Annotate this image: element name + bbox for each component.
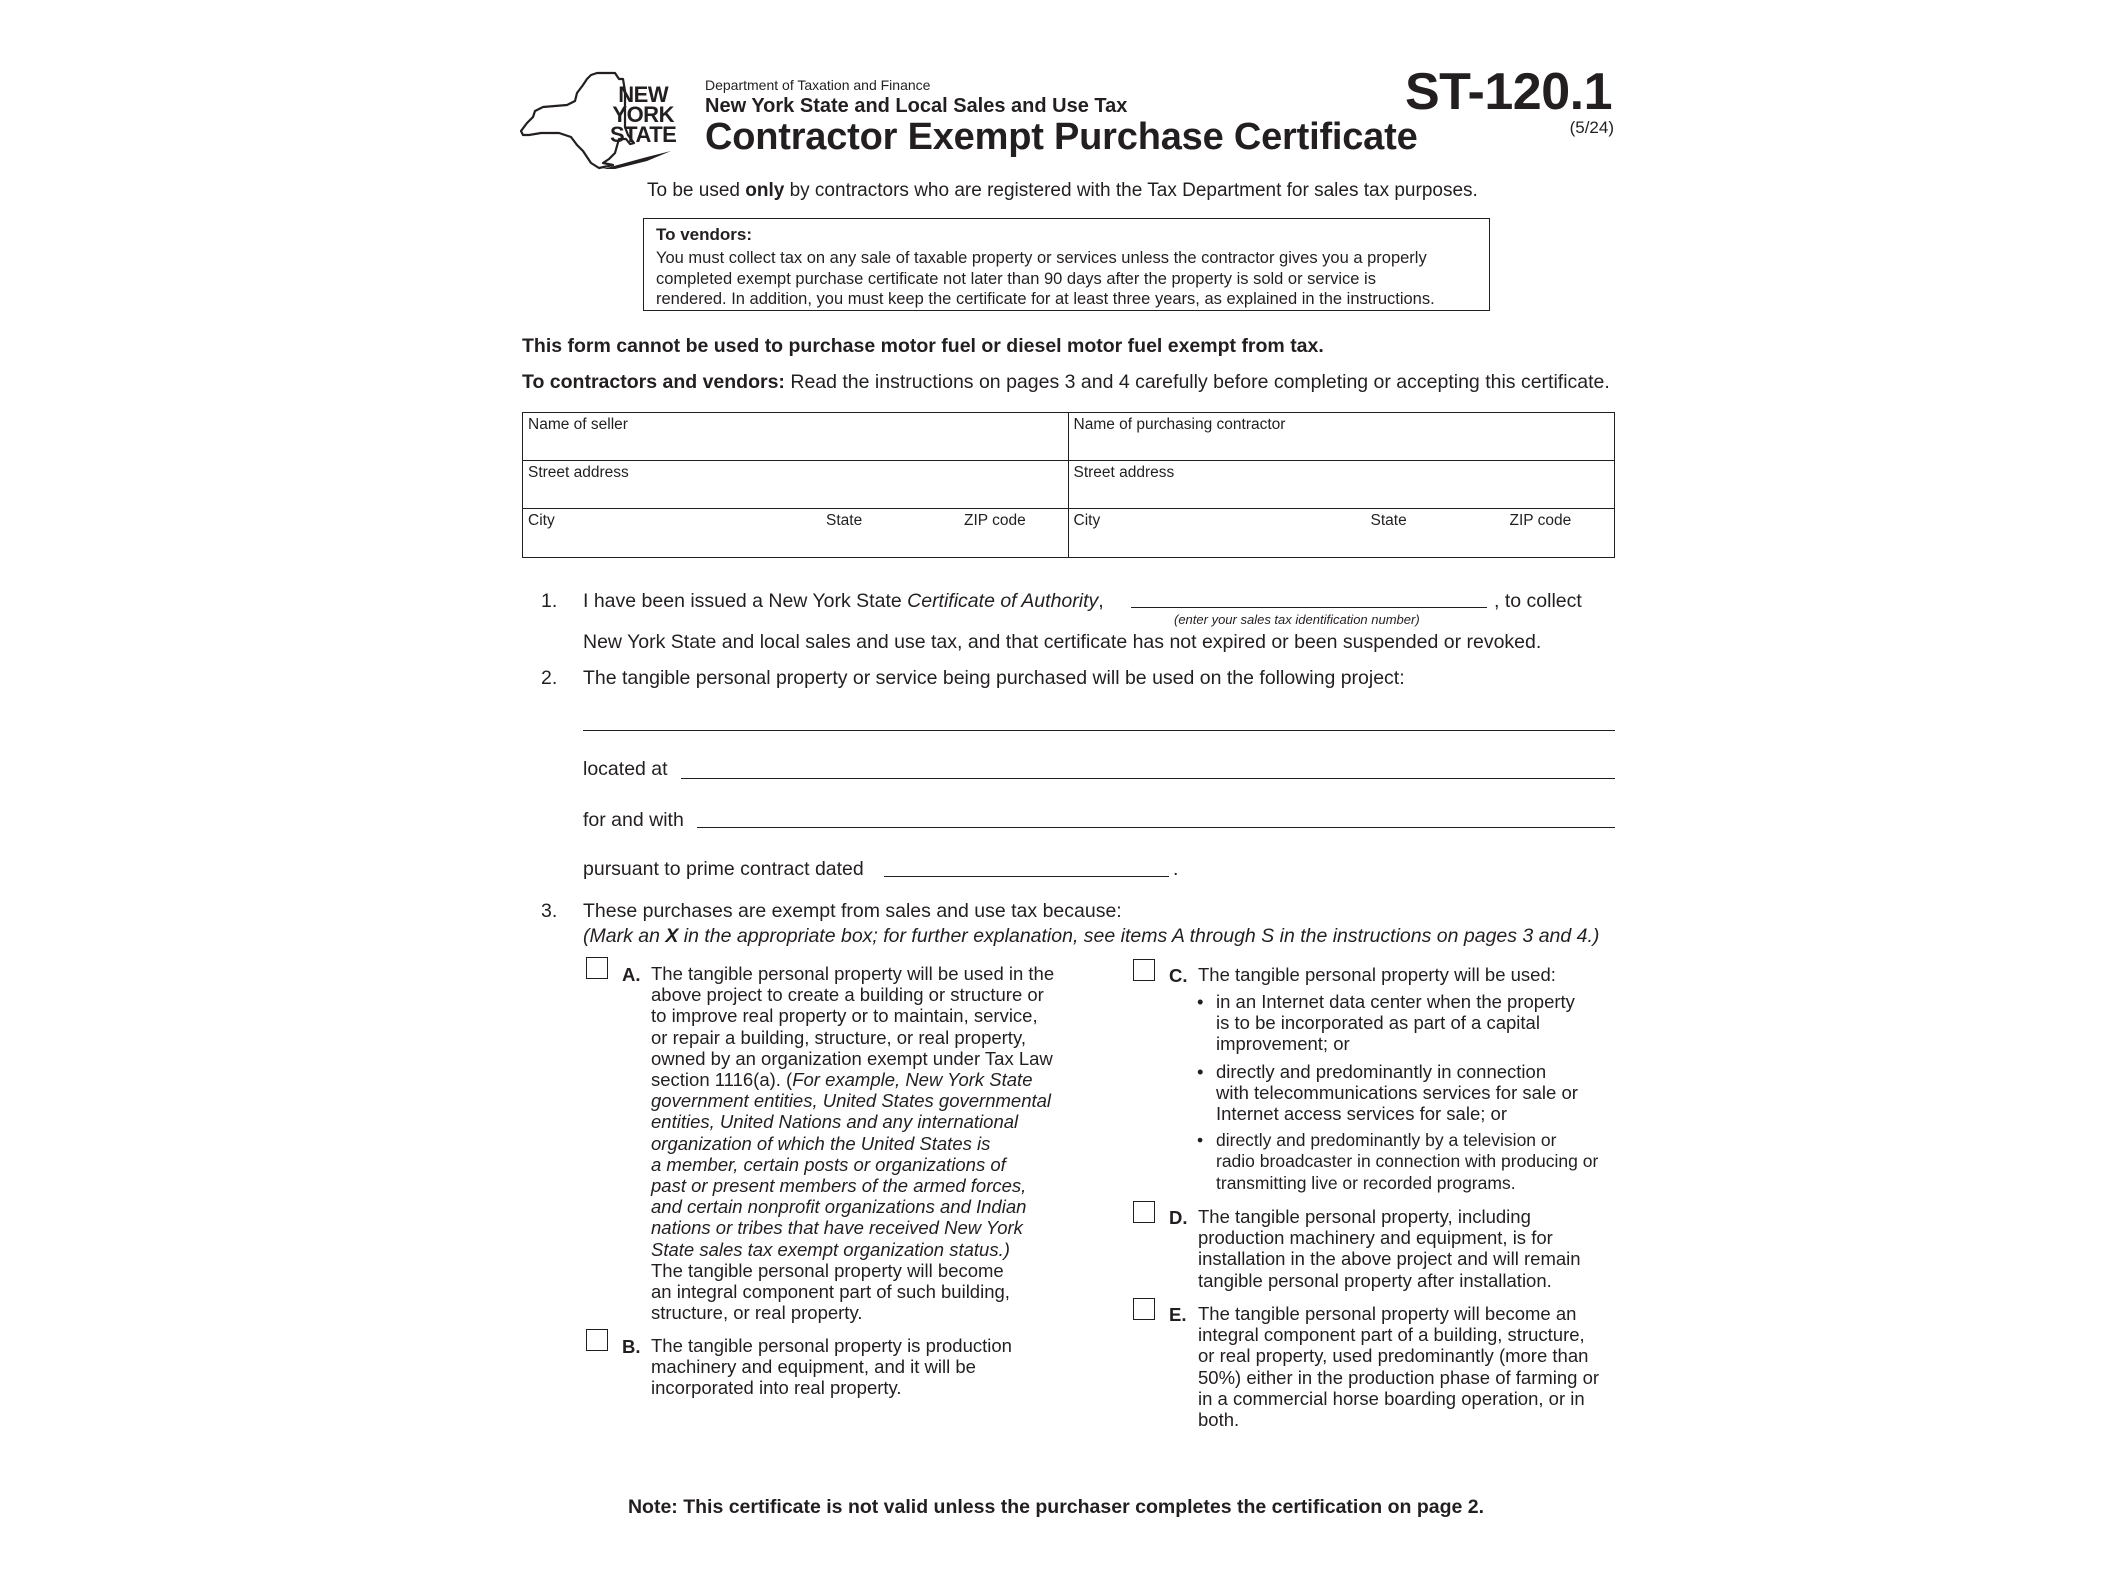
item-2-number: 2.: [541, 667, 558, 689]
item-3-instructions: (Mark an X in the appropriate box; for further explanation, see items A through S in the instructions on pages 3 and 4.): [583, 925, 1600, 947]
option-a-letter: A.: [622, 964, 641, 985]
contractor-city-label: City: [1073, 512, 1101, 529]
option-c-text: The tangible personal property will be used:: [1198, 964, 1556, 985]
item-1-to-collect: , to collect: [1494, 590, 1582, 612]
sales-tax-id-hint: (enter your sales tax identification number): [1174, 612, 1420, 627]
vendor-notice-title: To vendors:: [656, 225, 753, 244]
seller-zip-label: ZIP code: [964, 512, 1026, 529]
item-1-number: 1.: [541, 590, 558, 612]
project-location-input[interactable]: [681, 778, 1615, 779]
option-c-checkbox[interactable]: [1133, 959, 1155, 981]
option-d-letter: D.: [1169, 1207, 1188, 1228]
contractor-street-field[interactable]: Street address: [1069, 461, 1615, 509]
for-and-with-input[interactable]: [697, 827, 1615, 828]
seller-state-label: State: [826, 512, 863, 529]
prime-contract-label: pursuant to prime contract dated: [583, 858, 864, 880]
address-table: [522, 412, 1615, 558]
option-a-text: The tangible personal property will be used in the above project to create a building or structure or to improve real property or to maintain, service, or repair a building, structure, or real property, owned by an organization exempt under Tax Law section 1116(a). (For example, New York State government entities, United States governmental entities, United Nations and any international organization of which the United States is a member, certain posts or organizations of past or present members of the armed forces, and certain nonprofit organizations and Indian nations or tribes that have received New York State sales tax exempt organization status.) The tangible personal property will become an integral component part of such building, structure, or real property.: [651, 963, 1055, 1324]
logo-text: NEW YORK STATE: [610, 82, 677, 147]
department-name: Department of Taxation and Finance: [705, 77, 931, 93]
prime-contract-date-input[interactable]: [884, 876, 1169, 877]
form-subtitle: New York State and Local Sales and Use Tax: [705, 95, 1128, 117]
contractor-state-label: State: [1370, 512, 1407, 529]
item-1-text: I have been issued a New York State Certificate of Authority,: [583, 590, 1104, 612]
contractor-city-state-zip-field[interactable]: [1069, 509, 1615, 557]
option-e-letter: E.: [1169, 1304, 1187, 1325]
seller-city-state-zip-field[interactable]: [523, 509, 1069, 557]
item-3-text: These purchases are exempt from sales and use tax because:: [583, 900, 1122, 922]
located-at-label: located at: [583, 758, 668, 780]
option-c-bullet-1: • in an Internet data center when the property is to be incorporated as part of a capital improvement; or: [1197, 991, 1598, 1055]
seller-name-field[interactable]: Name of seller: [523, 413, 1069, 461]
item-2-text: The tangible personal property or service being purchased will be used on the following project:: [583, 667, 1405, 689]
option-b-text: The tangible personal property is production machinery and equipment, and it will be incorporated into real property.: [651, 1335, 1012, 1399]
motor-fuel-warning: This form cannot be used to purchase motor fuel or diesel motor fuel exempt from tax.: [522, 335, 1324, 357]
vendor-notice-box: [643, 218, 1490, 311]
contractor-name-field[interactable]: Name of purchasing contractor: [1069, 413, 1615, 461]
sales-tax-id-input[interactable]: [1131, 607, 1487, 608]
seller-street-field[interactable]: Street address: [523, 461, 1069, 509]
item-3-number: 3.: [541, 900, 558, 922]
usage-statement: To be used only by contractors who are registered with the Tax Department for sales tax purposes.: [647, 180, 1478, 201]
contractor-zip-label: ZIP code: [1509, 512, 1572, 529]
new-york-state-logo: [519, 71, 687, 171]
option-d-text: The tangible personal property, including production machinery and equipment, is for installation in the above project and will remain tangible personal property after installation.: [1198, 1206, 1581, 1291]
vendor-notice-text: You must collect tax on any sale of taxable property or services unless the contractor gives you a properly completed exempt purchase certificate not later than 90 days after the property is sold or service is rendered. In addition, you must keep the certificate for at least three years, as explained in the instructions.: [656, 249, 1435, 308]
option-c-bullets: [1197, 991, 1598, 1194]
project-description-input[interactable]: [583, 730, 1615, 731]
form-number: ST-120.1: [1404, 63, 1612, 121]
option-b-letter: B.: [622, 1336, 641, 1357]
form-revision-date: (5/24): [1569, 118, 1614, 137]
option-b-checkbox[interactable]: [586, 1329, 608, 1351]
option-e-text: The tangible personal property will become an integral component part of a building, structure, or real property, used predominantly (more than 50%) either in the production phase of farming or in a commercial horse boarding operation, or in both.: [1198, 1303, 1600, 1431]
certification-note: Note: This certificate is not valid unless the purchaser completes the certification on page 2.: [627, 1496, 1485, 1518]
seller-city-label: City: [528, 512, 555, 529]
for-and-with-label: for and with: [583, 809, 684, 831]
option-a-checkbox[interactable]: [586, 957, 608, 979]
option-c-letter: C.: [1169, 965, 1188, 986]
option-d-checkbox[interactable]: [1133, 1201, 1155, 1223]
option-c-bullet-2: • directly and predominantly in connection with telecommunications services for sale or Internet access services for sale; or: [1197, 1061, 1598, 1125]
item-1-text-line2: New York State and local sales and use tax, and that certificate has not expired or been suspended or revoked.: [583, 631, 1542, 653]
option-c-bullet-3: • directly and predominantly by a television or radio broadcaster in connection with producing or transmitting live or recorded programs.: [1197, 1130, 1598, 1194]
prime-contract-period: .: [1173, 858, 1179, 880]
option-e-checkbox[interactable]: [1133, 1298, 1155, 1320]
contractors-vendors-note: To contractors and vendors: Read the instructions on pages 3 and 4 carefully before completing or accepting this certificate.: [522, 371, 1610, 393]
form-title: Contractor Exempt Purchase Certificate: [705, 116, 1418, 158]
